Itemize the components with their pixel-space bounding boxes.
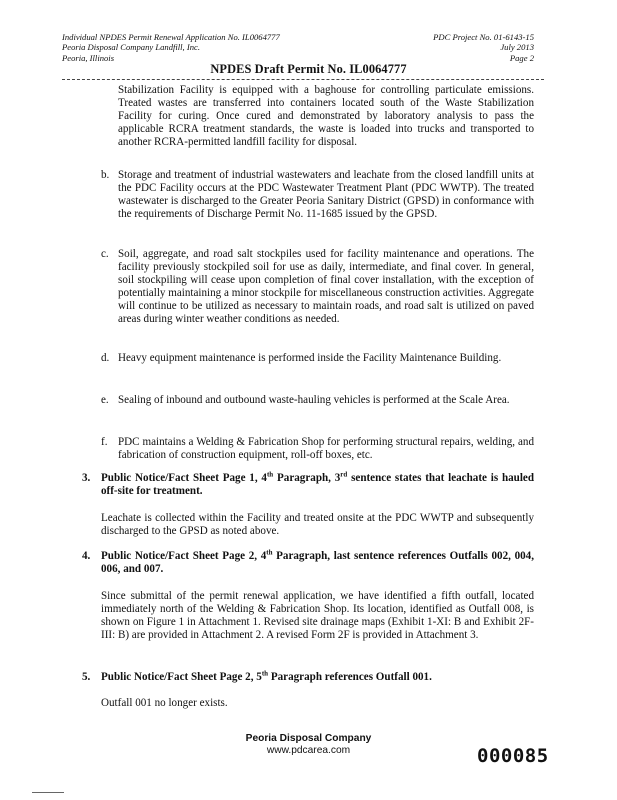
item-marker: c. <box>101 248 109 260</box>
footer-url: www.pdcarea.com <box>266 745 351 756</box>
question-answer: Since submittal of the permit renewal application, we have identified a fifth outfall, located immediately north of the Welding & Fabrication Shop. Its location, identified as Outfall 008, is shown on Figure 1 in Attachment 1. Revised site drainage maps (Exhibit 1-XI: B and Exhibit 2F-III: B) are provided in Attachment 2. A revised Form 2F is provided in Attachment 3. <box>101 590 534 642</box>
item-marker: f. <box>101 436 108 448</box>
header-application: Individual NPDES Permit Renewal Application No. IL0064777 <box>62 32 280 42</box>
header-location: Peoria, Illinois <box>62 52 115 63</box>
item-marker: b. <box>101 169 110 181</box>
header-left <box>62 32 280 63</box>
header-project-no: PDC Project No. 01-6143-15 <box>433 32 534 42</box>
item-text: PDC maintains a Welding & Fabrication Shop for performing structural repairs, welding, and fabrication of construction equipment, roll-off boxes, etc. <box>118 436 534 462</box>
item-text: Storage and treatment of industrial wastewaters and leachate from the closed landfill units at the PDC Facility occurs at the PDC Wastewater Treatment Plant (PDC WWTP). The treated wastewater is discharged to the Greater Peoria Sanitary District (GPSD) in conformance with the requirements of Discharge Permit No. 11-1685 issued by the GPSD. <box>118 169 534 221</box>
item-text: Heavy equipment maintenance is performed inside the Facility Maintenance Building. <box>118 352 502 364</box>
question-heading: Public Notice/Fact Sheet Page 1, 4th Paragraph, 3rd sentence states that leachate is hauled off-site for treatment. <box>101 470 535 498</box>
question-number: 4. <box>82 550 91 562</box>
header-company: Peoria Disposal Company Landfill, Inc. <box>62 42 200 53</box>
header-page: Page 2 <box>509 52 534 63</box>
bates-number: 000085 <box>477 745 549 767</box>
header-date: July 2013 <box>500 42 534 53</box>
item-text: Soil, aggregate, and road salt stockpiles used for facility maintenance and operations. The facility previously stockpiled soil for use as daily, intermediate, and final cover. In general, soil stockpiling will cease upon completion of final cover installation, with the exception of potentially maintaining a minor stockpile for miscellaneous construction activities. Aggregate will continue to be utilized as necessary to maintain roads, and road salt is utilized on paved areas during winter weather conditions as needed. <box>118 248 534 326</box>
item-marker: d. <box>101 352 110 364</box>
question-heading: Public Notice/Fact Sheet Page 2, 4th Paragraph, last sentence references Outfalls 002, 004, 006, and 007. <box>101 548 534 576</box>
question-answer: Leachate is collected within the Facility and treated onsite at the PDC WWTP and subsequently discharged to the GPSD as noted above. <box>101 512 534 538</box>
footer-company: Peoria Disposal Company <box>245 733 372 744</box>
header-right <box>433 32 534 63</box>
question-number: 5. <box>82 671 91 683</box>
question-heading: Public Notice/Fact Sheet Page 2, 5th Paragraph references Outfall 001. <box>101 669 432 683</box>
document-title: NPDES Draft Permit No. IL0064777 <box>210 62 407 76</box>
scan-mark <box>32 792 64 793</box>
item-marker: e. <box>101 394 109 406</box>
question-number: 3. <box>82 472 91 484</box>
question-answer: Outfall 001 no longer exists. <box>101 697 228 709</box>
header-divider <box>62 79 544 80</box>
intro-paragraph: Stabilization Facility is equipped with a baghouse for controlling particulate emissions. Treated wastes are transferred into containers located south of the Waste Stabilization Facility for curing. Once cured and demonstrated by laboratory analysis to pass the applicable RCRA treatment standards, the waste is loaded into trucks and transported to another RCRA-permitted landfill facility for disposal. <box>118 84 534 149</box>
item-text: Sealing of inbound and outbound waste-hauling vehicles is performed at the Scale Area. <box>118 394 510 406</box>
